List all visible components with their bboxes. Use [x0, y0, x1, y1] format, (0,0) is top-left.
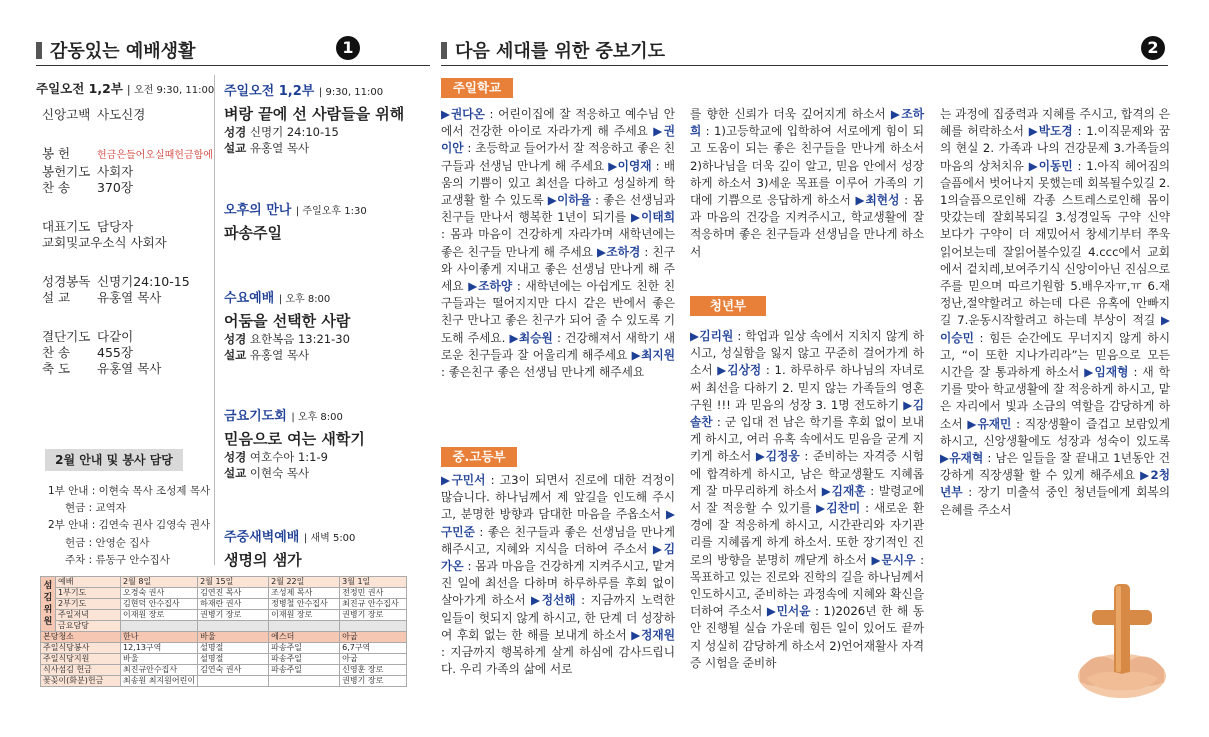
duty-cell: 2부기도: [56, 599, 121, 610]
table-row: [41, 654, 407, 665]
prayer-name: ▶조하경: [597, 244, 641, 259]
duty-cell: [198, 621, 269, 632]
order-item: 결단기도 다같이: [42, 329, 134, 344]
service-block: [224, 405, 429, 481]
prayer-text: : 건강해져서 새학기 새로운 친구들과 잘 어울리게 해주세요: [441, 330, 675, 362]
prayer-text: : 남은 일들을 잘 끝내고 1년동안 건강하게 직장생활 할 수 있게 해주세요: [940, 451, 1170, 483]
order-item: 봉 헌 헌금은들어오실때헌금함에: [42, 146, 213, 161]
table-row: [41, 610, 407, 621]
sermon-title: 어둠을 선택한 사람: [224, 312, 351, 330]
duty-cell: 최진규 안수집사: [340, 599, 407, 610]
prayer-text: : 몸과 마음을 건강하게 지켜주시고, 맡겨진 일에 최선을 다하며 하루하루를 후회 없이 살아가게 하소서: [441, 559, 675, 608]
order-item: 설 교 유홍열 목사: [42, 290, 162, 305]
order-title: 주일오전 1,2부: [36, 81, 123, 96]
tag-sunday-school: 주일학교: [441, 78, 513, 98]
service-title: 주중새벽예배 | 새벽 5:00: [224, 530, 356, 545]
duty-cell: 이재원 장로: [121, 610, 198, 621]
order-item: 신앙고백 사도신경: [42, 107, 146, 122]
prayer-text: : 직장생활이 즐겁고 보람있게 하시고, 신앙생활에도 성장과 성숙이 있도록: [940, 416, 1170, 448]
prayer-text: : 초등학교 들어가서 잘 적응하고 좋은 친구들과 선생님 만나게 해 주세요: [441, 141, 675, 173]
duty-header-cell: 예배: [56, 577, 121, 588]
duty-cell: 식사섬김 헌금: [41, 665, 121, 676]
service-block: [224, 526, 429, 570]
service-block: [224, 287, 429, 363]
service-title: 수요예배 | 오후 8:00: [224, 291, 331, 306]
order-list-2: [42, 146, 232, 196]
table-row: [41, 588, 407, 599]
service-meta: 성경 요한복음 13:21-30: [224, 332, 350, 346]
table-row: [41, 665, 407, 676]
service-block: [224, 199, 429, 243]
sermon-title: 벼랑 끝에 선 사람들을 위해: [224, 105, 405, 123]
table-row: [41, 676, 407, 687]
left-header-rule: [36, 65, 430, 66]
tag-young-adult: 청년부: [690, 296, 766, 316]
prayer-name: ▶조하희: [690, 107, 924, 139]
prayer-name: ▶김리원: [690, 329, 734, 343]
prayer-name: ▶권다온: [441, 107, 485, 121]
table-row: [41, 643, 407, 654]
service-title: 주일오전 1,2부 | 9:30, 11:00: [224, 84, 384, 99]
duty-cell: 최송원 최지원어린이: [121, 676, 198, 687]
duty-cell: 설명절: [198, 654, 269, 665]
table-row: [41, 599, 407, 610]
section-bar-icon: [441, 42, 447, 59]
duty-header-cell: 2월 8일: [121, 577, 198, 588]
prayer-col2-young-adult: [690, 328, 924, 672]
sermon-title: 생명의 샘가: [224, 551, 302, 569]
prayer-text: : 좋은 친구들과 좋은 선생님을 만나게 해주시고, 지혜와 지식을 더하여 주소서: [441, 524, 675, 556]
duty-cell: 아굽: [340, 654, 407, 665]
prayer-text: : 좋은친구 좋은 선생님 만나게 해주세요: [441, 365, 645, 380]
service-title: 금요기도회 | 오후 8:00: [224, 409, 343, 424]
prayer-text: : 새학년에는 아쉽게도 친한 친구들과는 떨어지지만 다시 같은 반에서 좋은 친구 만나고 좋은 친구가 되어 줄 수 있도록 기도해 주세요.: [441, 279, 676, 345]
prayer-text: : 1.아직 헤어짐의 슬픔에서 벗어나지 못했는데 회복될수있길 2. 1의슬픔으로인해 각종 스트레스로인해 몸이 맛갔는데 잘회복되길 3.성경일독 구약 신약 보다가 구약이 더 재밌어서 창세기부터 쭈욱 읽어보는데 잘읽어볼수있길 4.ccc에서 교회에서 겉치레,보여주기식 신앙이아닌 진심으로 주를 믿으며 따르기원함 5.배우자ㅠ,ㅠ 6.재정난,절약할려고 하는데 다른 유혹에 안빠지길 7.운동시작할려고 하는데 부상이 적길: [940, 158, 1171, 328]
duty-header-cell: 2월 22일: [269, 577, 340, 588]
prayer-text: : 고3이 되면서 진로에 대한 걱정이 많습니다. 하나님께서 제 앞길을 인도해 주시고, 분명한 방향과 담대한 마음을 주옵소서: [441, 473, 676, 522]
sermon-title: 믿음으로 여는 새학기: [224, 430, 365, 448]
duty-cell: [198, 676, 269, 687]
duty-table: [40, 576, 407, 687]
duty-cell: 아굽: [340, 632, 407, 643]
prayer-name: ▶김상정: [717, 363, 762, 378]
duty-cell: 주일저녁: [56, 610, 121, 621]
duty-cell: 정병철 안수집사: [269, 599, 340, 610]
prayer-name: ▶유재민: [967, 416, 1012, 431]
prayer-text: : 1)2026년 한 해 동안 진행될 실습 가운데 힘든 일이 있어도 끝까지 성실히 감당하게 하소서 2)언어재활사 자격증 시험을 준비하: [690, 604, 925, 670]
duty-cell: 김연진 목사: [198, 588, 269, 599]
hands-holding-cross-icon: [1076, 578, 1168, 698]
order-list: [42, 107, 222, 123]
duty-cell: 6,7구역: [340, 643, 407, 654]
duty-cell: 본당청소: [41, 632, 121, 643]
duty-table-wrap: [40, 576, 407, 687]
duty-cell: 주일식당지원: [41, 654, 121, 665]
prayer-name: ▶조하양: [468, 279, 513, 294]
prayer-text: : 준비하는 자격증 시험에 합격하게 하시고, 남은 학교생활도 지혜롭게 잘 마무리하게 하소서: [690, 449, 924, 498]
order-header: 주일오전 1,2부 | 오전 9:30, 11:00: [36, 81, 215, 96]
service-meta: 설교 유홍열 목사: [224, 348, 310, 362]
order-item: 축 도 유홍열 목사: [42, 361, 162, 376]
section-bar-icon: [36, 42, 42, 59]
column-divider: [214, 75, 215, 565]
duty-cell: 주일식당봉사: [41, 643, 121, 654]
prayer-text: : 새 학기를 맞아 학교생활에 잘 적응하게 하시고, 맡은 자리에서 빛과 소금의 역할을 감당하게 하소서: [940, 365, 1171, 431]
duty-cell: 파송주일: [269, 643, 340, 654]
order-item: 찬 송 370장: [42, 180, 133, 195]
prayer-text: : 장기 미출석 중인 청년들에게 회복의 은혜를 주소서: [940, 485, 1170, 517]
duty-cell: 오경숙 권사: [121, 588, 198, 599]
prayer-text: : 1)고등학교에 입학하여 서로에게 힘이 되고 도움이 되는 좋은 친구들을 만나게 하소서 2)하나님을 더욱 깊이 알고, 믿음 안에서 성장하게 하소서 3)세운 목표를 이루어 가족의 기대에 기쁨으로 응답하게 하소서: [690, 124, 924, 208]
prayer-name: ▶권이안: [441, 124, 676, 156]
prayer-col3-young-adult: [940, 106, 1170, 519]
prayer-name: ▶김솔찬: [690, 397, 925, 430]
duty-cell: 최진규안수집사: [121, 665, 198, 676]
duty-header-cell: 2월 15일: [198, 577, 269, 588]
duty-cell: 꽃꽂이(화분)헌금: [41, 676, 121, 687]
notice-list: [48, 483, 210, 569]
prayer-col1-sunday: [441, 106, 675, 381]
prayer-name: ▶민서윤: [766, 604, 811, 619]
prayer-name: ▶구민준: [441, 507, 675, 539]
prayer-name: ▶박도경: [1028, 124, 1073, 139]
duty-cell: 김현덕 안수집사: [121, 599, 198, 610]
duty-cell: 권병기 장로: [340, 676, 407, 687]
prayer-text: 를 향한 신뢰가 더욱 깊어지게 하소서: [690, 107, 891, 121]
duty-cell: 12,13구역: [121, 643, 198, 654]
duty-cell: 설명절: [198, 643, 269, 654]
duty-cell: 한나: [121, 632, 198, 643]
order-time: 오전 9:30, 11:00: [134, 85, 215, 96]
duty-cell: 바울: [121, 654, 198, 665]
prayer-text: : 배움의 기쁨이 있고 최선을 다하고 성실하게 학교생활 할 수 있도록: [441, 158, 675, 208]
notice-line: 2부 안내 : 김연숙 권사 김영숙 권사: [48, 519, 211, 532]
prayer-name: ▶구민서: [441, 473, 486, 487]
duty-cell: 하재란 권사: [198, 599, 269, 610]
prayer-text: : 학업과 일상 속에서 지치지 않게 하시고, 성실함을 잃지 않고 꾸준히 걸어가게 하소서: [690, 329, 924, 378]
order-list-5: [42, 329, 232, 377]
order-item: 찬 송 455장: [42, 345, 133, 360]
prayer-name: ▶김가온: [441, 541, 675, 574]
prayer-name: ▶임재형: [1084, 365, 1129, 380]
notice-title: 2월 안내 및 봉사 담당: [45, 449, 183, 471]
prayer-text: : 군 입대 전 남은 학기를 후회 없이 보내게 하시고, 여러 유혹 속에서도 믿음을 굳게 지키게 하소서: [690, 415, 924, 464]
prayer-col1-youth: [441, 472, 675, 678]
prayer-text: : 목표하고 있는 진로와 진학의 길을 하나님께서 인도하시고, 준비하는 과정속에 지혜와 확신을 더하여 주소서: [690, 552, 925, 619]
prayer-name: ▶김재훈: [821, 483, 866, 498]
order-item: 봉헌기도 사회자: [42, 164, 134, 179]
duty-cell: 바울: [198, 632, 269, 643]
duty-side-label: 섬김위원: [41, 577, 56, 632]
tag-youth: 중.고등부: [441, 447, 517, 467]
order-of-worship: [36, 79, 214, 97]
prayer-name: ▶이하율: [547, 193, 591, 208]
prayer-text: : 지금까지 노력한 일들이 헛되지 않게 하시고, 한 단계 더 성장하여 후회 없는 한 해를 보내게 하소서: [441, 593, 675, 642]
service-block: [224, 80, 429, 156]
prayer-name: ▶정선해: [530, 593, 576, 608]
prayer-text: : 친구와 사이좋게 지내고 좋은 선생님 만나게 해 주세요: [441, 244, 675, 294]
service-meta: 성경 여호수아 1:1-9: [224, 450, 328, 464]
page-number-badge: 2: [1141, 36, 1165, 60]
prayer-name: ▶최지원: [631, 347, 676, 362]
prayer-col2-youth: [690, 106, 924, 261]
prayer-text: : 1. 하루하루 하나님의 자녀로써 최선을 다하기 2. 믿지 않는 가족들의 영혼 구원 !!! 과 믿음의 성장 3. 1명 전도하기: [690, 363, 925, 412]
notice-line: 1부 안내 : 이현숙 목사 조성제 목사: [48, 485, 211, 497]
notice-line: 헌금 : 안영순 집사: [65, 536, 150, 549]
prayer-text: : 지금까지 행복하게 살게 하심에 감사드립니다. 우리 가족의 삶에 서로: [441, 645, 675, 677]
prayer-name: ▶김정웅: [755, 449, 800, 464]
order-list-4: [42, 274, 232, 306]
duty-cell: 김연숙 권사: [198, 665, 269, 676]
prayer-text: : 새로운 환경에 잘 적응하게 하시고, 시간관리와 자기관리를 지혜롭게 하게 하소서. 또한 장기적인 진로의 방향을 분명히 깨닫게 하소서: [690, 501, 925, 567]
prayer-text: : 몸과 마음의 건강을 지켜주시고, 학교생활에 잘 적응하며 좋은 친구들과 선생님을 만나게 하소서: [690, 193, 924, 259]
duty-cell: [121, 621, 198, 632]
prayer-name: ▶이승민: [940, 313, 1170, 345]
prayer-name: ▶김찬미: [816, 501, 861, 516]
service-meta: 성경 신명기 24:10-15: [224, 125, 339, 139]
right-header-rule: [441, 65, 1168, 66]
service-title: 오후의 만나 | 주일오후 1:30: [224, 203, 367, 218]
duty-cell: [269, 621, 340, 632]
duty-cell: 권병기 장로: [340, 610, 407, 621]
duty-cell: 파송주일: [269, 665, 340, 676]
prayer-text: : 좋은 선생님과 친구들 만나서 행복한 1년이 되기를: [441, 193, 675, 225]
prayer-text: : 발령교에서 잘 적응할 수 있기를: [690, 483, 925, 516]
right-section-title: 다음 세대를 위한 중보기도: [441, 37, 665, 63]
duty-cell: 에스더: [269, 632, 340, 643]
duty-cell: 전정민 권사: [340, 588, 407, 599]
table-row: [41, 632, 407, 643]
notice-line: 현금 : 교역자: [65, 502, 126, 515]
duty-cell: 파송주일: [269, 654, 340, 665]
duty-header-cell: 3월 1일: [340, 577, 407, 588]
prayer-name: ▶문시우: [871, 552, 916, 567]
prayer-text: : 힘든 순간에도 무너지지 않게 하시고, “이 또한 지나가리라”는 믿음으로 모든 시간을 잘 통과하게 하소서: [940, 330, 1170, 380]
prayer-name: ▶최현성: [855, 193, 900, 208]
prayer-text: : 몸과 마음이 건강하게 자라가며 새학년에는 좋은 친구들 만나게 해 주세요: [441, 227, 675, 259]
duty-cell: 조성제 목사: [269, 588, 340, 599]
prayer-name: ▶정재원: [631, 627, 675, 642]
left-section-title: 감동있는 예배생활: [36, 37, 195, 63]
service-meta: 설교 유홍열 목사: [224, 141, 310, 155]
duty-cell: 1부기도: [56, 588, 121, 599]
page-number-badge: 1: [336, 36, 360, 60]
duty-cell: [340, 621, 407, 632]
prayer-name: ▶이영재: [608, 158, 652, 173]
prayer-name: ▶유재혁: [940, 451, 984, 466]
duty-cell: 권병기 장로: [198, 610, 269, 621]
prayer-text: : 어린이집에 잘 적응하고 예수님 안에서 건강한 아이로 자라가게 해 주세요: [441, 107, 676, 139]
order-item: 대표기도 담당자: [42, 219, 134, 234]
table-row: [41, 621, 407, 632]
prayer-name: ▶최승원: [509, 330, 553, 345]
duty-cell: 이재원 장로: [269, 610, 340, 621]
notice-line: 주차 : 류동구 안수집사: [65, 553, 170, 566]
prayer-name: ▶이동민: [1028, 158, 1073, 173]
prayer-text: : 1.이직문제와 꿈의 현실 2. 가족과 나의 건강문제 3.가족들의 마음의 상처치유: [940, 124, 1171, 173]
service-meta: 설교 이현숙 목사: [224, 466, 310, 480]
prayer-text: 는 과정에 집중력과 지혜를 주시고, 합격의 은혜를 허락하소서: [940, 107, 1170, 139]
order-list-3: [42, 219, 232, 251]
duty-cell: 신영훈 장로: [340, 665, 407, 676]
prayer-name: ▶2청년부: [940, 468, 1170, 500]
duty-cell: [269, 676, 340, 687]
duty-cell: 금요담당: [56, 621, 121, 632]
prayer-name: ▶이태희: [630, 210, 676, 225]
sermon-title: 파송주일: [224, 224, 282, 242]
order-item: 교회및교우소식 사회자: [42, 235, 167, 250]
order-item: 성경봉독 신명기24:10-15: [42, 274, 190, 289]
